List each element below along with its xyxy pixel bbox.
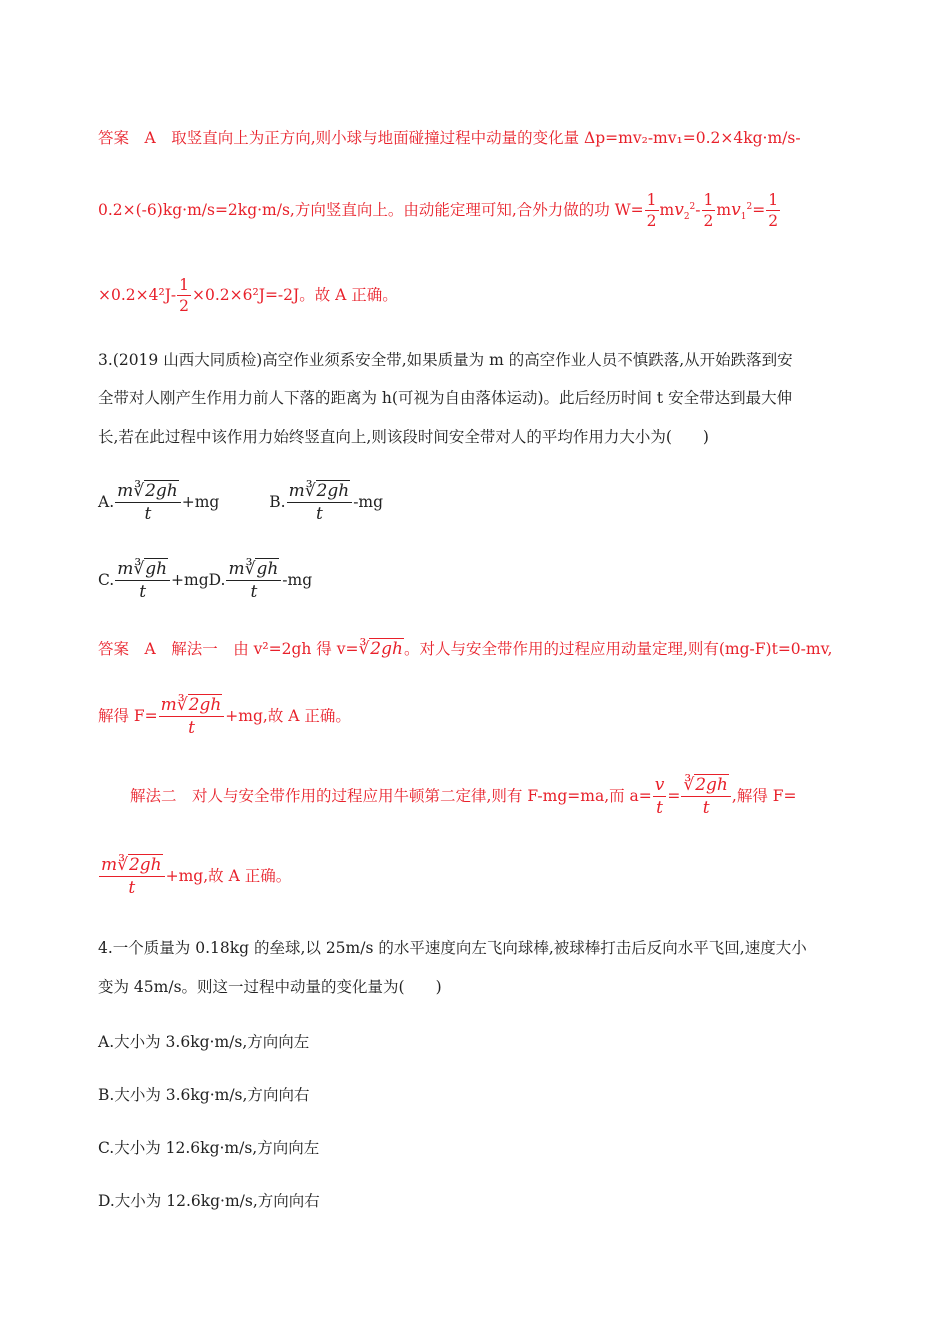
q4-option-d: D.大小为 12.6kg·m/s,方向向右 bbox=[98, 1192, 320, 1210]
q3-stem-line1: 3.(2019 山西大同质检)高空作业须系安全带,如果质量为 m 的高空作业人员不慎跌落,从开始跌落到安 bbox=[98, 351, 793, 369]
q3-answer-line2: 解得 F= $\frac{m∛2gh}{t}$ +mg,故 A 正确。 bbox=[98, 695, 351, 738]
q4-stem-line2: 变为 45m/s。则这一过程中动量的变化量为( ) bbox=[98, 978, 442, 996]
q2-answer-text2: 0.2×(-6)kg·m/s=2kg·m/s,方向竖直向上。由动能定理可知,合外力做的功 W= bbox=[98, 201, 644, 219]
q2-answer-line3: ×0.2×4²J- $\frac{1}{2}$ ×0.2×6²J=-2J。故 A 正确。 bbox=[98, 275, 398, 315]
answer-formula-2: $\frac{m∛2gh}{t}$ bbox=[99, 857, 165, 897]
q3-stem-line2: 全带对人刚产生作用力前人下落的距离为 h(可视为自由落体运动)。此后经历时间 t 安全带达到最大伸 bbox=[98, 389, 793, 407]
q4-option-c: C.大小为 12.6kg·m/s,方向向左 bbox=[98, 1139, 320, 1157]
fraction-half: $\frac{1}{2}$ bbox=[179, 275, 190, 315]
q2-answer-text1: 答案 A 取竖直向上为正方向,则小球与地面碰撞过程中动量的变化量 Δp=mv₂-mv₁=0.2×4kg·m/s- bbox=[98, 129, 801, 147]
q3-stem-line3: 长,若在此过程中该作用力始终竖直向上,则该段时间安全带对人的平均作用力大小为( ) bbox=[98, 428, 709, 446]
option-d-label: D. bbox=[208, 571, 226, 589]
fraction-half: $\frac{1}{2}$ bbox=[703, 190, 714, 230]
option-a-label: A. bbox=[98, 493, 115, 511]
q3-answer-line3: 解法二 对人与安全带作用的过程应用牛顿第二定律,则有 F-mg=ma,而 a= $\frac{v}{t}$ = $\frac{∛2gh}{t}$ ,解得 F= bbox=[130, 775, 797, 818]
option-a-formula: $\frac{m∛2gh}{t}$ bbox=[115, 483, 181, 523]
q2-answer-line1 bbox=[98, 128, 801, 148]
option-c-formula: $\frac{m∛gh}{t}$ bbox=[115, 561, 170, 601]
option-d-formula: $\frac{m∛gh}{t}$ bbox=[226, 561, 281, 601]
q4-option-a: A.大小为 3.6kg·m/s,方向向左 bbox=[98, 1033, 310, 1051]
fraction-v-over-t: $\frac{v}{t}$ bbox=[654, 775, 665, 818]
fraction-half: $\frac{1}{2}$ bbox=[646, 190, 657, 230]
q4-stem-line1: 4.一个质量为 0.18kg 的垒球,以 25m/s 的水平速度向左飞向球棒,被球棒打击后反向水平飞回,速度大小 bbox=[98, 939, 807, 957]
q4-option-b: B.大小为 3.6kg·m/s,方向向右 bbox=[98, 1086, 310, 1104]
q3-options-cd: C. $\frac{m∛gh}{t}$ +mgD. $\frac{m∛gh}{t}$ -mg bbox=[98, 559, 313, 602]
fraction-half: $\frac{1}{2}$ bbox=[768, 190, 779, 230]
fraction-root-over-t: $\frac{∛2gh}{t}$ bbox=[681, 777, 731, 817]
q3-answer-line4: $\frac{m∛2gh}{t}$ +mg,故 A 正确。 bbox=[101, 855, 292, 898]
q2-answer-line2: 0.2×(-6)kg·m/s=2kg·m/s,方向竖直向上。由动能定理可知,合外力做的功 W= $\frac{1}{2}$ $mv_2^2-$ $\frac{1}{2}$ $mv_1^2=$ $\frac{1}{2}$ bbox=[98, 190, 779, 230]
option-c-label: C. bbox=[98, 571, 115, 589]
option-b-label: B. bbox=[269, 493, 286, 511]
option-b-formula: $\frac{m∛2gh}{t}$ bbox=[287, 483, 353, 523]
q3-answer-line1: 答案 A 解法一 由 v²=2gh 得 v=∛2gh。对人与安全带作用的过程应用动量定理,则有(mg-F)t=0-mv, bbox=[98, 639, 833, 659]
answer-formula: $\frac{m∛2gh}{t}$ bbox=[159, 697, 225, 737]
q3-options-ab: A. $\frac{m∛2gh}{t}$ +mg B. $\frac{m∛2gh}{t}$ -mg bbox=[98, 481, 384, 524]
